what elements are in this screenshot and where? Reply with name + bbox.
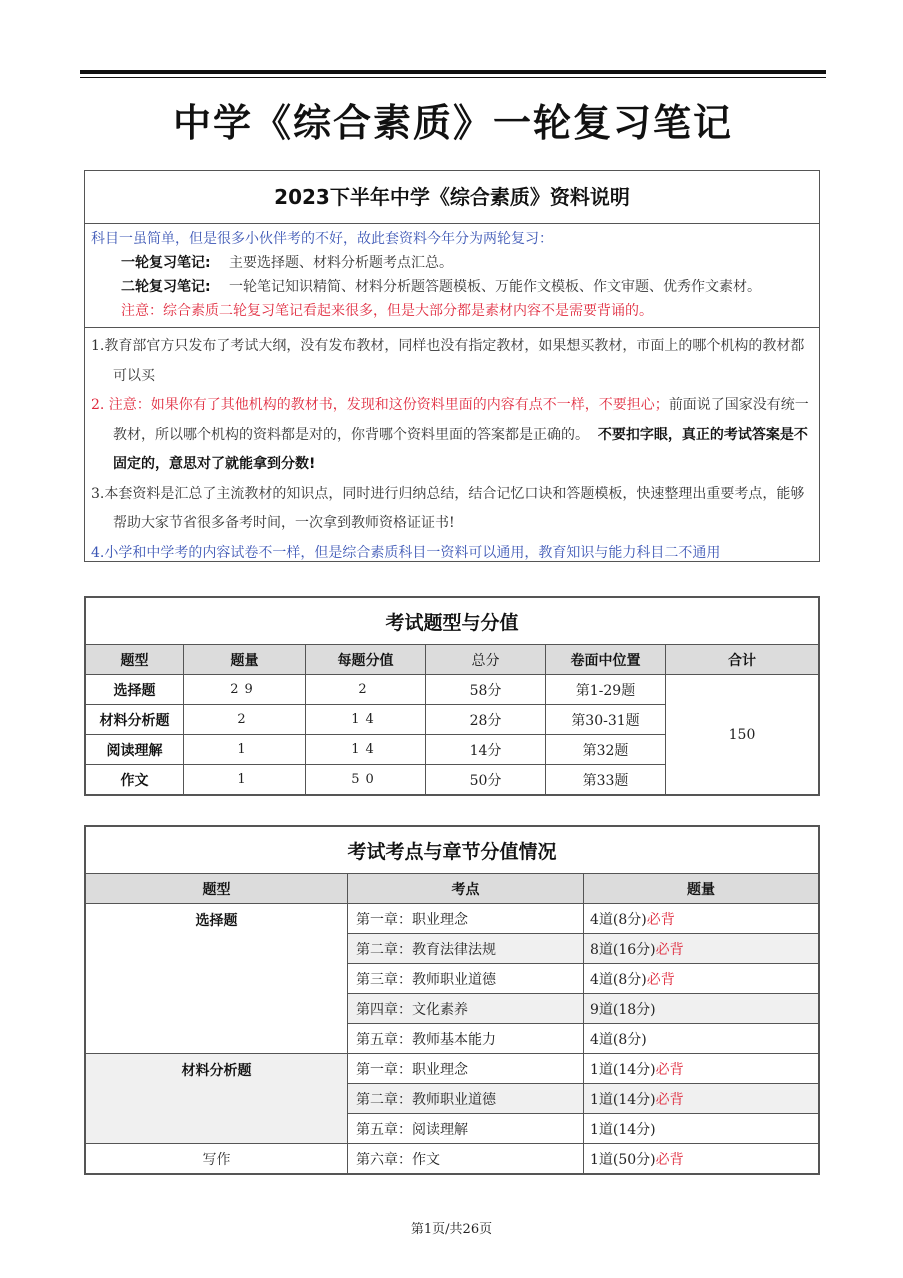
header-cell: 总分 bbox=[426, 645, 546, 675]
each-cell: 50 bbox=[306, 765, 426, 795]
header-cell: 考点 bbox=[348, 874, 584, 904]
point-table bbox=[84, 825, 820, 1175]
qty-text: 1道(14分) bbox=[590, 1121, 656, 1138]
qty-cell bbox=[584, 1114, 819, 1144]
qty-cell bbox=[584, 904, 819, 934]
intro-lead: 科目一虽简单，但是很多小伙伴考的不好，故此套资料今年分为两轮复习： bbox=[91, 231, 553, 247]
qty-text: 4道(8分) bbox=[590, 971, 647, 988]
qty-text: 8道(16分) bbox=[590, 941, 656, 958]
chapter-cell: 第二章：教育法律法规 bbox=[348, 934, 584, 964]
chapter-cell: 第四章：文化素养 bbox=[348, 994, 584, 1024]
position-cell: 第33题 bbox=[546, 765, 666, 795]
page-footer: 第1页/共26页 bbox=[410, 1222, 493, 1237]
note-3: 3.本套资料是汇总了主流教材的知识点，同时进行归纳总结，结合记忆口诀和答题模板，快速整理出重要考点，能够帮助大家节省很多备考时间，一次拿到教师资格证证书! bbox=[91, 485, 805, 531]
header-rule-thin bbox=[80, 77, 826, 78]
qty-text: 1道(14分) bbox=[590, 1091, 656, 1108]
qty-text: 9道(18分) bbox=[590, 1001, 656, 1018]
count-cell: 1 bbox=[184, 765, 306, 795]
qty-cell bbox=[584, 1144, 819, 1174]
each-cell: 14 bbox=[306, 735, 426, 765]
intro-review-plan bbox=[85, 224, 819, 328]
total-cell: 14分 bbox=[426, 735, 546, 765]
round2-line bbox=[91, 275, 813, 299]
qty-cell bbox=[584, 1084, 819, 1114]
page-title: 中学《综合素质》一轮复习笔记 bbox=[172, 101, 733, 145]
must-memorize-mark: 必背 bbox=[655, 1091, 684, 1108]
intro-box bbox=[84, 170, 820, 562]
position-cell: 第30-31题 bbox=[546, 705, 666, 735]
header-cell: 卷面中位置 bbox=[546, 645, 666, 675]
note-2-text: 前面说了国家没有统一教材，所以哪个机构的资料都是对的，你背哪个资料里面的答案都是正确的。 bbox=[113, 397, 809, 443]
must-memorize-mark: 必背 bbox=[655, 941, 684, 958]
count-cell: 2 bbox=[184, 705, 306, 735]
note-1: 1.教育部官方只发布了考试大纲，没有发布教材，同样也没有指定教材，如果想买教材，市面上的哪个机构的教材都可以买 bbox=[91, 338, 805, 384]
chapter-cell: 第一章：职业理念 bbox=[348, 904, 584, 934]
type-cell: 材料分析题 bbox=[86, 705, 184, 735]
chapter-cell: 第二章：教师职业道德 bbox=[348, 1084, 584, 1114]
qty-cell bbox=[584, 964, 819, 994]
point-table-header bbox=[86, 874, 819, 904]
round1-text: 主要选择题、材料分析题考点汇总。 bbox=[229, 255, 453, 271]
note-4: 4.小学和中学考的内容试卷不一样，但是综合素质科目一资料可以通用，教育知识与能力科目二不通用 bbox=[91, 544, 721, 561]
must-memorize-mark: 必背 bbox=[655, 1061, 684, 1078]
type-cell: 写作 bbox=[86, 1144, 348, 1174]
type-cell: 阅读理解 bbox=[86, 735, 184, 765]
header-cell: 题型 bbox=[86, 874, 348, 904]
score-table bbox=[84, 596, 820, 796]
table-row bbox=[86, 675, 819, 705]
round2-text: 一轮笔记知识精简、材料分析题答题模板、万能作文模板、作文审题、优秀作文素材。 bbox=[229, 279, 761, 295]
round1-label: 一轮复习笔记: bbox=[121, 255, 211, 271]
header-cell: 题量 bbox=[184, 645, 306, 675]
header-cell: 题量 bbox=[584, 874, 819, 904]
round1-line bbox=[91, 251, 813, 275]
table-row bbox=[86, 904, 819, 934]
count-cell: 29 bbox=[184, 675, 306, 705]
type-cell: 选择题 bbox=[86, 675, 184, 705]
header-cell: 合计 bbox=[666, 645, 819, 675]
total-cell: 58分 bbox=[426, 675, 546, 705]
type-cell: 作文 bbox=[86, 765, 184, 795]
sum-cell: 150 bbox=[666, 675, 819, 795]
total-cell: 28分 bbox=[426, 705, 546, 735]
must-memorize-mark: 必背 bbox=[646, 911, 675, 928]
chapter-cell: 第三章：教师职业道德 bbox=[348, 964, 584, 994]
note-2-bold: 不要扣字眼，真正的考试答案是不固定的，意思对了就能拿到分数! bbox=[113, 426, 808, 472]
chapter-cell: 第一章：职业理念 bbox=[348, 1054, 584, 1084]
point-table-title: 考试考点与章节分值情况 bbox=[86, 827, 819, 874]
header-rule-thick bbox=[80, 70, 826, 74]
intro-notes bbox=[85, 328, 819, 572]
qty-text: 1道(14分) bbox=[590, 1061, 656, 1078]
type-cell: 材料分析题 bbox=[86, 1054, 348, 1144]
note-2-warning: 2. 注意：如果你有了其他机构的教材书，发现和这份资料里面的内容有点不一样，不要担心； bbox=[91, 397, 669, 413]
chapter-cell: 第五章：教师基本能力 bbox=[348, 1024, 584, 1054]
qty-cell bbox=[584, 934, 819, 964]
intro-note: 注意：综合素质二轮复习笔记看起来很多，但是大部分都是素材内容不是需要背诵的。 bbox=[121, 303, 653, 319]
round2-label: 二轮复习笔记: bbox=[121, 279, 211, 295]
score-table-title: 考试题型与分值 bbox=[86, 598, 819, 645]
must-memorize-mark: 必背 bbox=[646, 971, 675, 988]
chapter-cell: 第六章：作文 bbox=[348, 1144, 584, 1174]
note-2 bbox=[91, 391, 813, 480]
position-cell: 第1-29题 bbox=[546, 675, 666, 705]
type-cell: 选择题 bbox=[86, 904, 348, 1054]
table-row bbox=[86, 1054, 819, 1084]
qty-text: 1道(50分) bbox=[590, 1151, 656, 1168]
qty-text: 4道(8分) bbox=[590, 1031, 647, 1048]
count-cell: 1 bbox=[184, 735, 306, 765]
table-row bbox=[86, 1144, 819, 1174]
each-cell: 2 bbox=[306, 675, 426, 705]
qty-text: 4道(8分) bbox=[590, 911, 647, 928]
qty-cell bbox=[584, 1024, 819, 1054]
chapter-cell: 第五章：阅读理解 bbox=[348, 1114, 584, 1144]
total-cell: 50分 bbox=[426, 765, 546, 795]
each-cell: 14 bbox=[306, 705, 426, 735]
header-cell: 每题分值 bbox=[306, 645, 426, 675]
intro-title: 2023下半年中学《综合素质》资料说明 bbox=[85, 171, 819, 224]
score-table-header bbox=[86, 645, 819, 675]
qty-cell bbox=[584, 994, 819, 1024]
position-cell: 第32题 bbox=[546, 735, 666, 765]
qty-cell bbox=[584, 1054, 819, 1084]
must-memorize-mark: 必背 bbox=[655, 1151, 684, 1168]
header-cell: 题型 bbox=[86, 645, 184, 675]
